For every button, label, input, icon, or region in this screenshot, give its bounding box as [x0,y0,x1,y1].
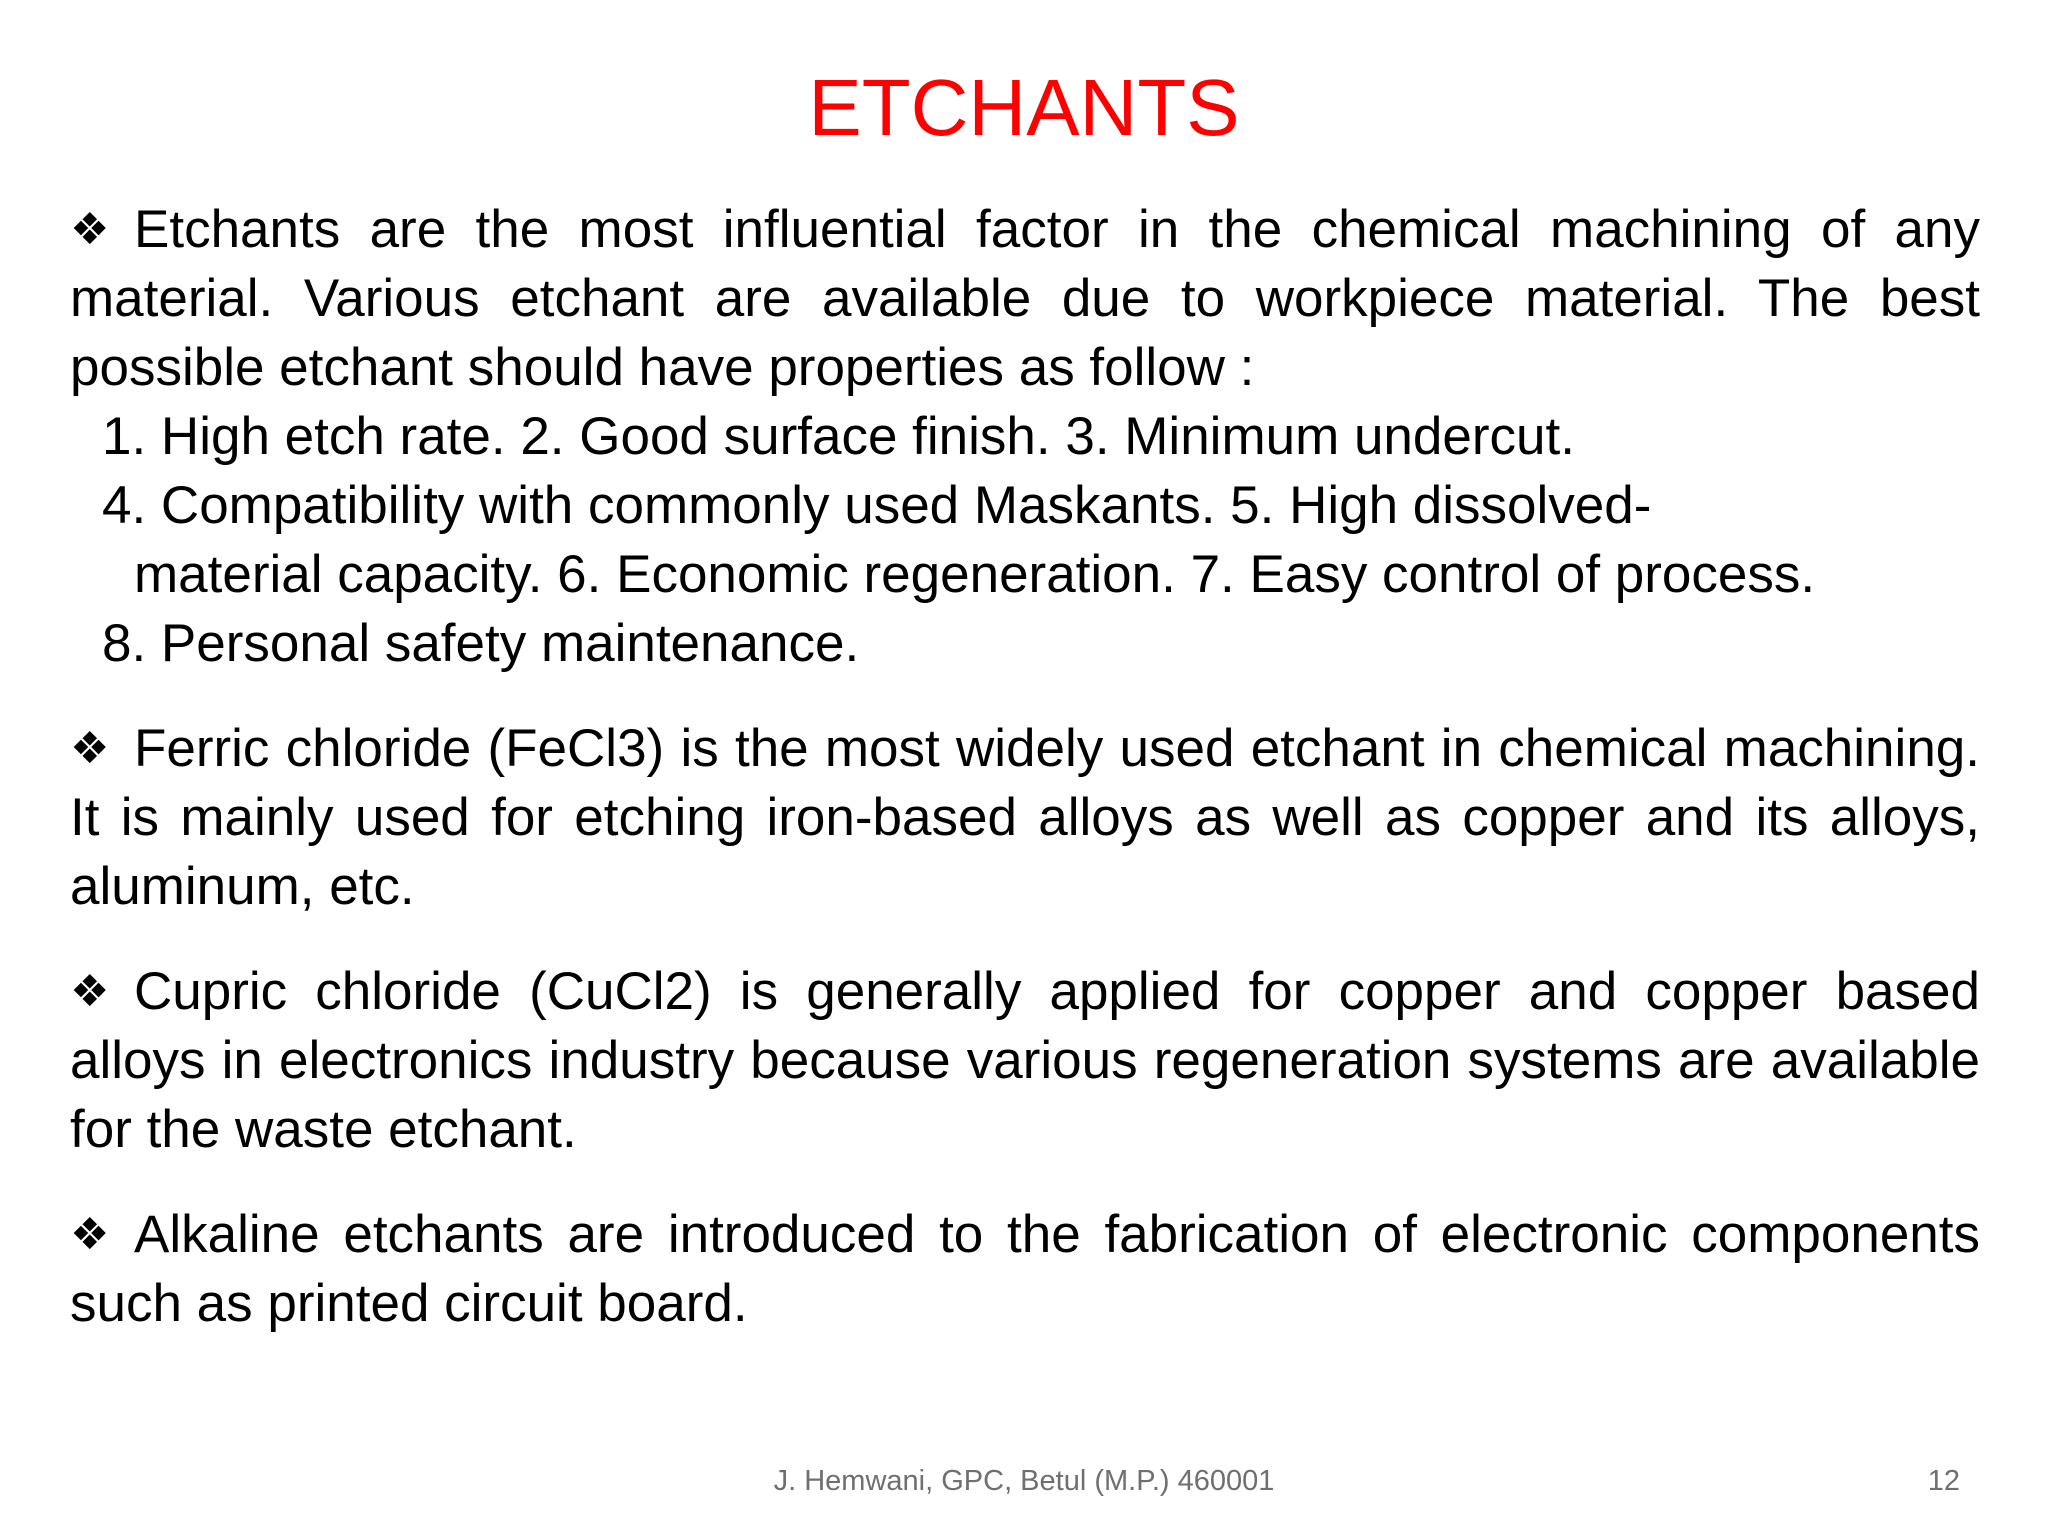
page-number: 12 [1927,1465,1960,1497]
bullet-paragraph-2 [70,714,1980,921]
bullet-text-3: Cupric chloride (CuCl2) is generally applied for copper and copper based alloys in electronics industry because various regeneration systems are available for the waste etchant. [70,962,1980,1159]
diamond-bullet-icon: ❖ [70,204,110,255]
slide-title: ETCHANTS [808,63,1240,152]
slide-content [70,195,1980,1338]
bullet-text-4: Alkaline etchants are introduced to the fabrication of electronic components such as printed circuit board. [70,1205,1980,1333]
diamond-bullet-icon: ❖ [70,1209,110,1260]
bullet-paragraph-4 [70,1200,1980,1338]
bullet-paragraph-1 [70,195,1980,402]
property-list-line-4: 8. Personal safety maintenance. [102,614,860,673]
diamond-bullet-icon: ❖ [70,966,110,1017]
bullet-text-1: Etchants are the most influential factor in the chemical machining of any material. Various etchant are available due to workpiece material. The best possible etchant should have properties as follow : [70,200,1980,397]
diamond-bullet-icon: ❖ [70,723,110,774]
property-list-line-2: 4. Compatibility with commonly used Maskants. 5. High dissolved- [102,476,1652,535]
bullet-paragraph-3 [70,957,1980,1164]
property-list-line-3: material capacity. 6. Economic regeneration. 7. Easy control of process. [134,545,1816,604]
bullet-text-2: Ferric chloride (FeCl3) is the most widely used etchant in chemical machining. It is mainly used for etching iron-based alloys as well as copper and its alloys, aluminum, etc. [70,719,1980,916]
slide-footer: J. Hemwani, GPC, Betul (M.P.) 460001 [773,1465,1275,1497]
property-list-line-1: 1. High etch rate. 2. Good surface finish. 3. Minimum undercut. [102,407,1575,466]
